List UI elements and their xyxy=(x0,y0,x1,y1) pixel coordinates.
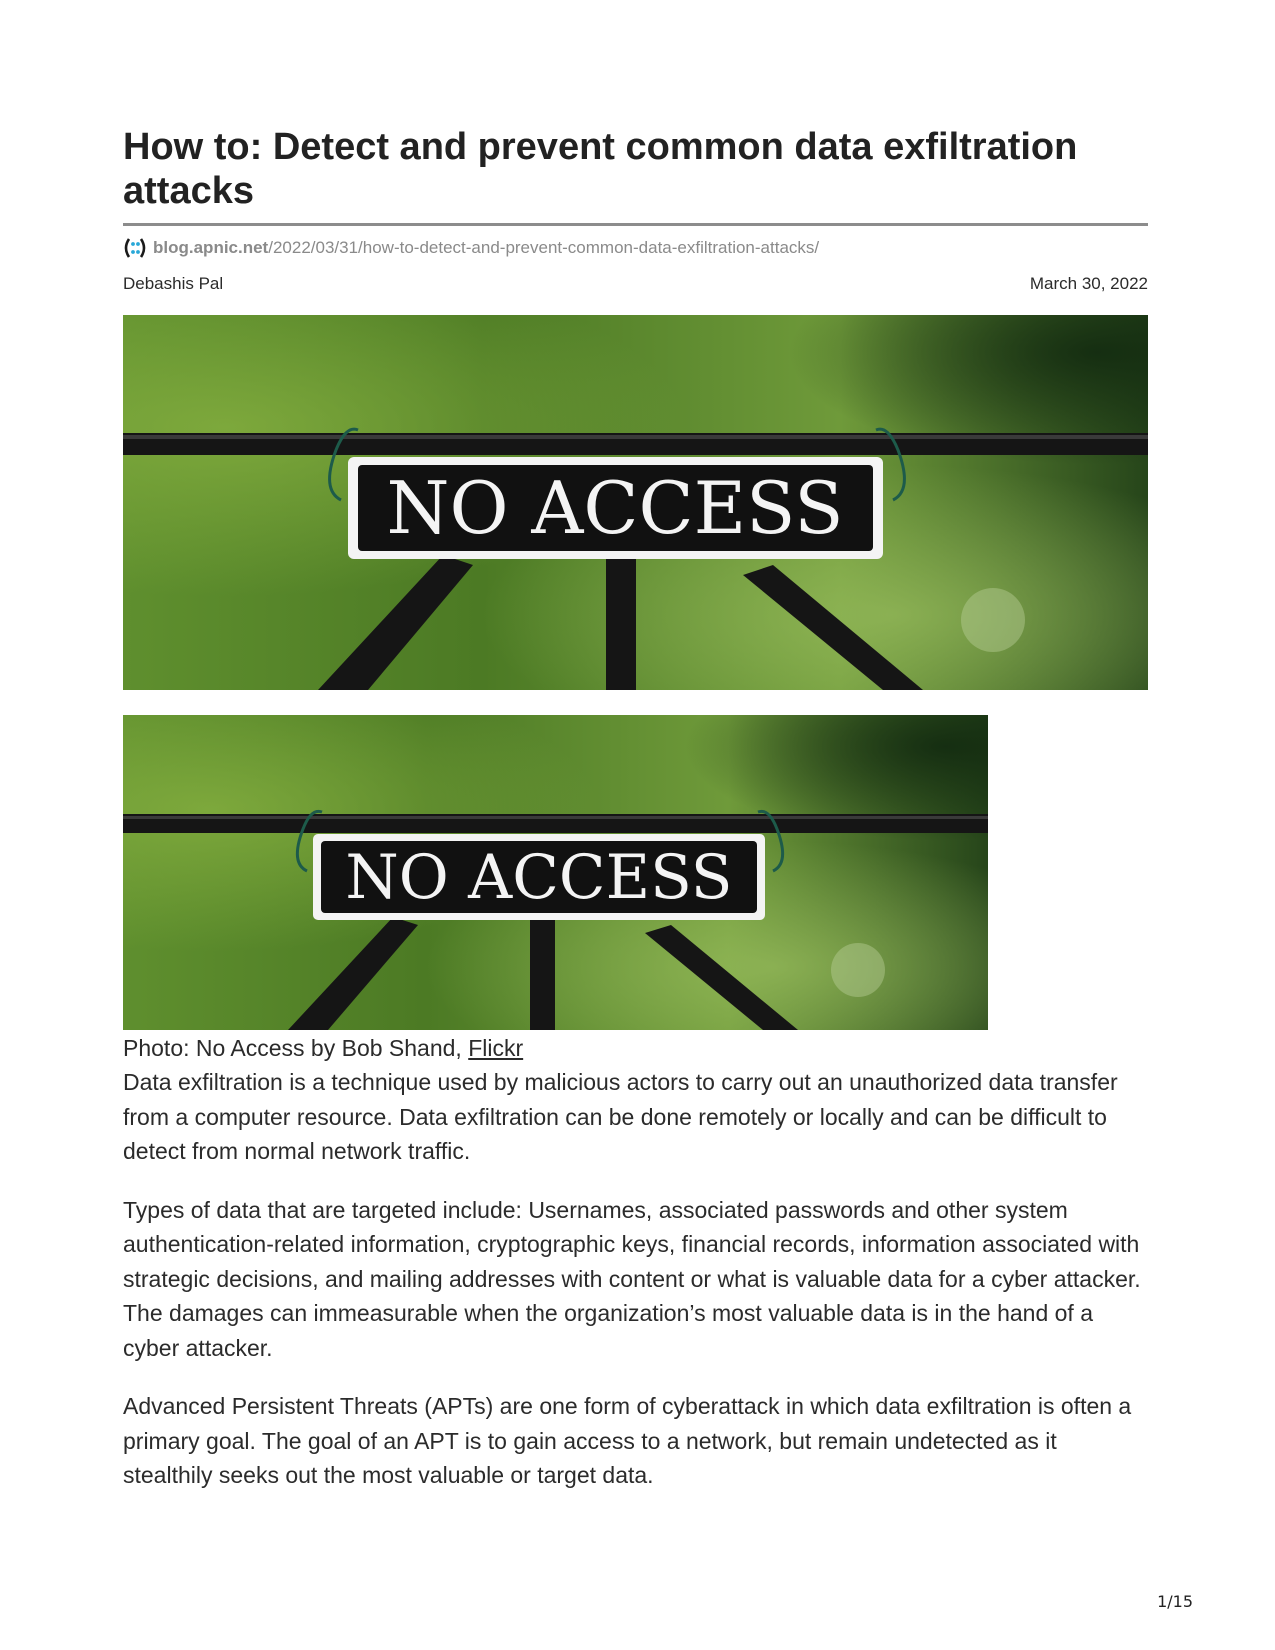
sign-text-small: NO ACCESS xyxy=(345,842,733,913)
article xyxy=(123,125,1148,1517)
paragraph: Types of data that are targeted include: Usernames, associated passwords and other system authentication-related information, cryptographic keys, financial records, information associated with strategic decisions, and mailing addresses with content or what is valuable data for a cyber attacker. The damages can immeasurable when the organization’s most valuable data is in the hand of a cyber attacker. xyxy=(123,1196,1141,1361)
flickr-link[interactable]: Flickr xyxy=(468,1035,524,1061)
caption-text: Photo: No Access by Bob Shand, xyxy=(123,1035,469,1061)
no-access-sign-photo xyxy=(123,315,1148,690)
page-number: 1/15 xyxy=(1157,1592,1193,1611)
author-name: Debashis Pal xyxy=(123,274,224,293)
byline xyxy=(123,274,1148,294)
publish-date: March 30, 2022 xyxy=(1029,274,1148,293)
source-path: /2022/03/31/how-to-detect-and-prevent-common-data-exfiltration-attacks/ xyxy=(268,238,820,257)
title-divider xyxy=(123,223,1148,226)
paragraph: Advanced Persistent Threats (APTs) are one form of cyberattack in which data exfiltration is often a primary goal. The goal of an APT is to gain access to a network, but remain undetected as it stealthily seeks out the most valuable or target data. xyxy=(123,1393,1132,1488)
sign-text: NO ACCESS xyxy=(386,466,844,550)
photo-caption xyxy=(123,1031,1148,1065)
article-title: How to: Detect and prevent common data exfiltration attacks xyxy=(123,126,1078,212)
no-access-sign-photo-small xyxy=(123,715,988,1030)
source-url[interactable] xyxy=(123,236,1148,260)
apnic-logo-icon xyxy=(123,237,147,259)
paragraph: Data exfiltration is a technique used by malicious actors to carry out an unauthorized data transfer from a computer resource. Data exfiltration can be done remotely or locally and can be difficult to detect from normal network traffic. xyxy=(123,1069,1118,1164)
source-domain: blog.apnic.net xyxy=(153,238,269,257)
